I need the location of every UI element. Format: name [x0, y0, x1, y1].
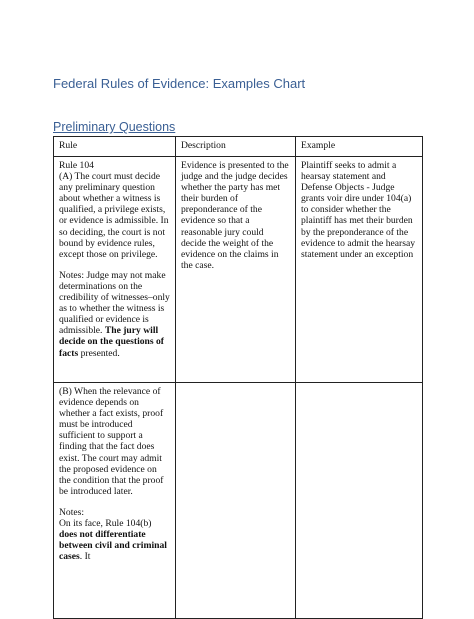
- description-cell: Evidence is presented to the judge and the judge decides whether the party has met their burden of preponderance of the evidence so that a reasonable jury could decide the weight of the evidence on the claims in the case.: [176, 157, 296, 383]
- table-row: [54, 383, 423, 619]
- notes-tail: presented.: [78, 347, 120, 359]
- table-row: [54, 157, 423, 383]
- rule-cell: [54, 383, 176, 619]
- rule-notes: [59, 270, 170, 359]
- document-title: Federal Rules of Evidence: Examples Chart: [53, 76, 306, 91]
- notes-tail: . It: [79, 551, 91, 563]
- section-heading: Preliminary Questions: [53, 120, 176, 134]
- column-header-rule: Rule: [54, 137, 176, 157]
- rule-cell: [54, 157, 176, 383]
- table-header-row: [54, 137, 423, 157]
- rule-notes: [59, 518, 170, 562]
- example-cell: Plaintiff seeks to admit a hearsay statement and Defense Objects - Judge grants voir dire under 104(a) to consider whether the plaintiff has met their burden by the preponderance of the evidence to admit the hearsay statement under an exception: [296, 157, 423, 383]
- column-header-description: Description: [176, 137, 296, 157]
- column-header-example: Example: [296, 137, 423, 157]
- notes-emphasis: does not differentiate between civil and criminal cases: [59, 529, 167, 563]
- notes-text: On its face, Rule 104(b): [59, 518, 152, 530]
- examples-chart-table: [53, 136, 423, 619]
- rule-number: Rule 104: [59, 160, 94, 171]
- description-cell: [176, 383, 296, 619]
- notes-text: Notes: Judge may not make determinations on the credibility of witnesses–only as to whether the witness is qualified or evidence is admissible.: [59, 269, 170, 337]
- rule-text: (B) When the relevance of evidence depends on whether a fact exists, proof must be introduced sufficient to support a finding that the fact does exist. The court may admit the proposed evidence on the condition that the proof be introduced later.: [59, 386, 164, 497]
- example-cell: [296, 383, 423, 619]
- rule-text: (A) The court must decide any preliminary question about whether a witness is qualified, a privilege exists, or evidence is admissible. In so deciding, the court is not bound by evidence rules, except those on privilege.: [59, 171, 169, 260]
- notes-emphasis: The jury will decide on the questions of facts: [59, 325, 165, 359]
- notes-label: Notes:: [59, 506, 85, 518]
